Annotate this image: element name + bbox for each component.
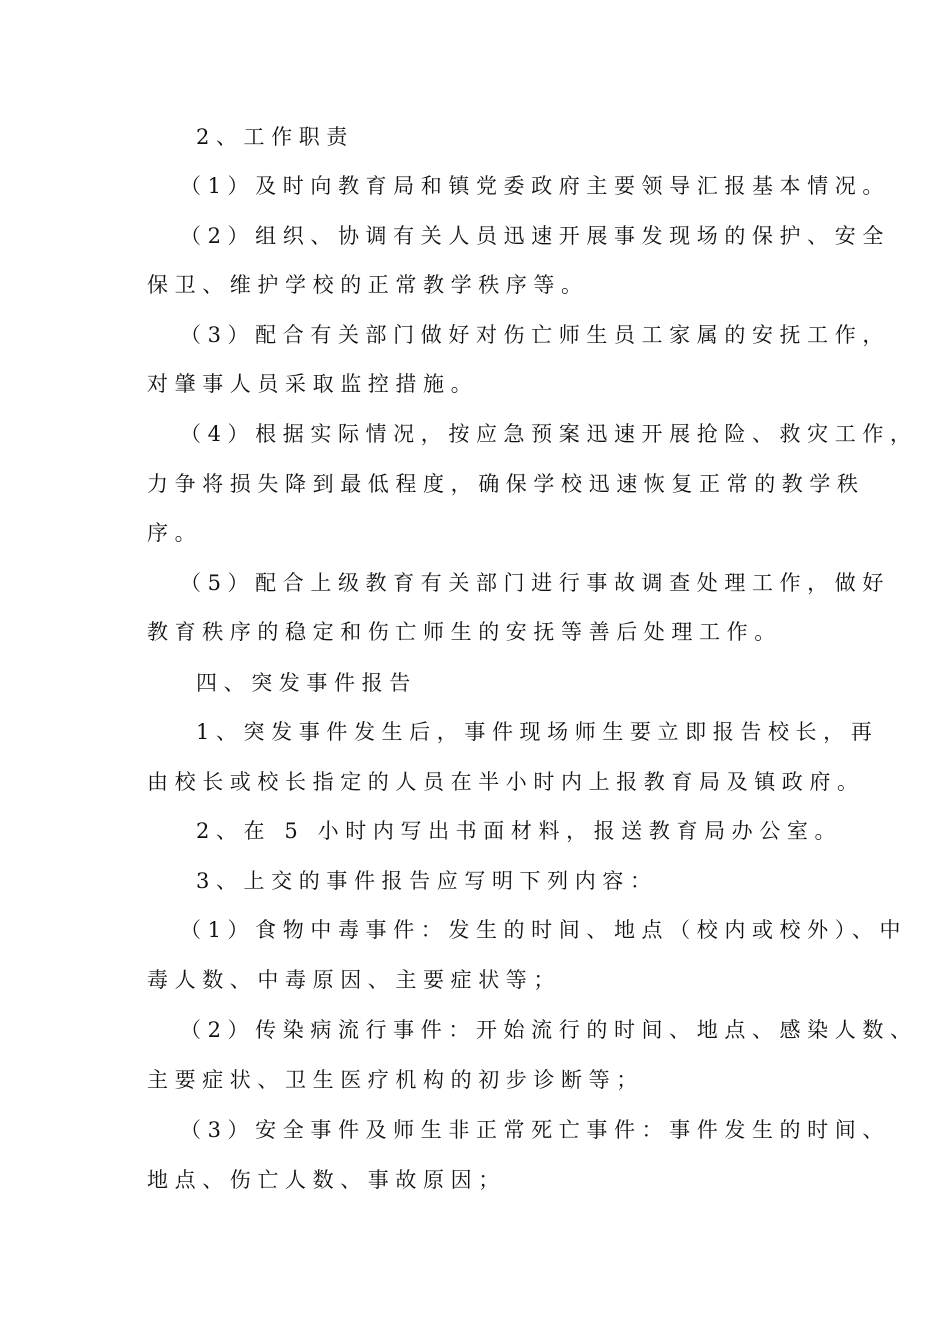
paragraph-line: 地点、伤亡人数、事故原因； [147,1168,506,1192]
paragraph-line: （4）根据实际情况，按应急预案迅速开展抢险、救灾工作， [180,422,918,446]
paragraph-line: 序。 [147,521,203,545]
section-heading-report: 四、突发事件报告 [196,671,417,695]
section-heading-duties: 2、工作职责 [196,125,354,149]
paragraph-line: （3）配合有关部门做好对伤亡师生员工家属的安抚工作， [180,323,890,347]
paragraph-line: 1、突发事件发生后，事件现场师生要立即报告校长，再 [196,720,879,744]
paragraph-line: （1）食物中毒事件：发生的时间、地点（校内或校外）、中 [180,918,908,942]
paragraph-line: （2）传染病流行事件：开始流行的时间、地点、感染人数、 [180,1018,918,1042]
paragraph-line: 力争将损失降到最低程度，确保学校迅速恢复正常的教学秩 [147,472,865,496]
paragraph-line: 3、上交的事件报告应写明下列内容： [196,869,658,893]
paragraph-line: （1）及时向教育局和镇党委政府主要领导汇报基本情况。 [180,174,890,198]
paragraph-line: 毒人数、中毒原因、主要症状等； [147,968,561,992]
paragraph-line: （5）配合上级教育有关部门进行事故调查处理工作，做好 [180,571,890,595]
paragraph-line: 保卫、维护学校的正常教学秩序等。 [147,273,589,297]
paragraph-line: 教育秩序的稳定和伤亡师生的安抚等善后处理工作。 [147,620,782,644]
paragraph-line: 由校长或校长指定的人员在半小时内上报教育局及镇政府。 [147,770,865,794]
paragraph-line: 主要症状、卫生医疗机构的初步诊断等； [147,1068,644,1092]
paragraph-line: 2、在 5 小时内写出书面材料，报送教育局办公室。 [196,819,843,843]
paragraph-line: 对肇事人员采取监控措施。 [147,372,479,396]
paragraph-line: （2）组织、协调有关人员迅速开展事发现场的保护、安全 [180,224,890,248]
paragraph-line: （3）安全事件及师生非正常死亡事件：事件发生的时间、 [180,1118,890,1142]
